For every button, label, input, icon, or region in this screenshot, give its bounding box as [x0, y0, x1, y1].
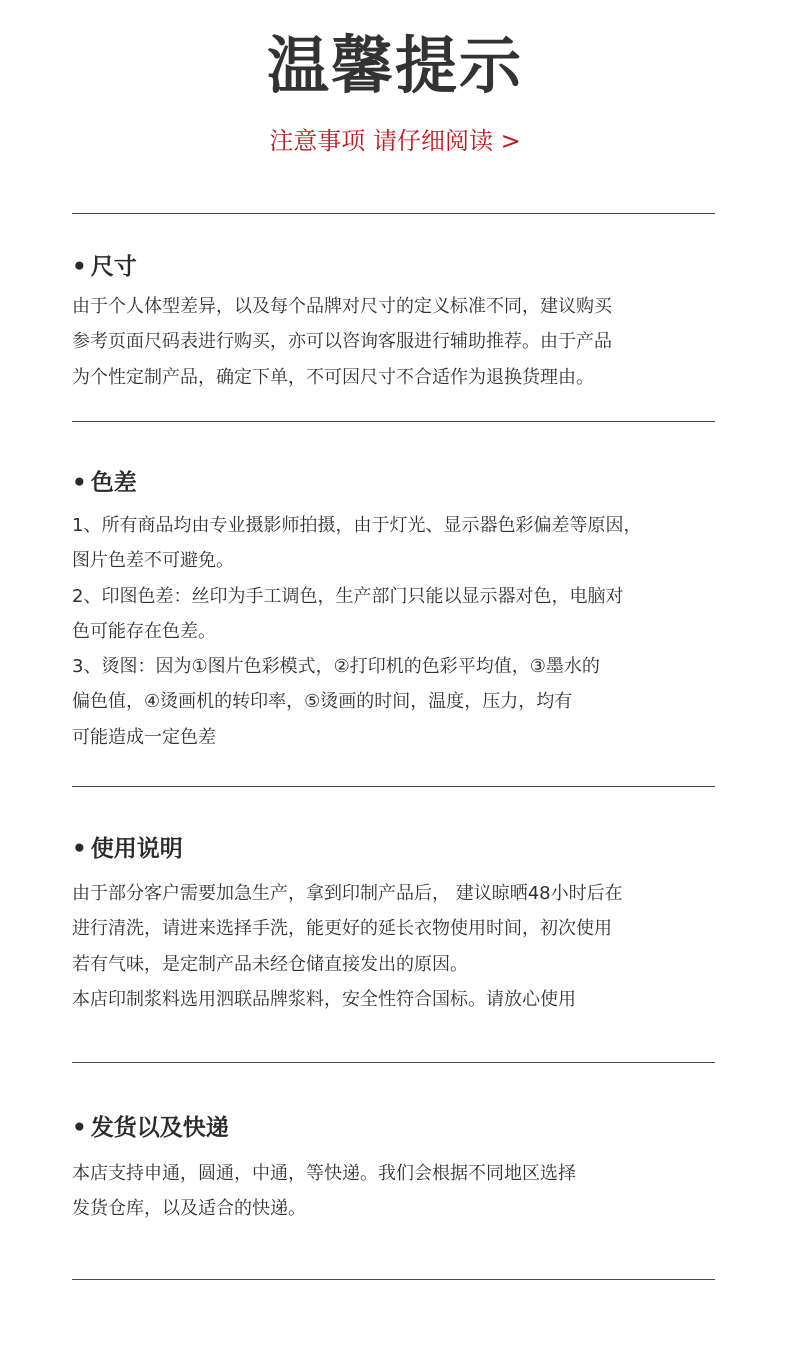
page-title: 温馨提示	[266, 29, 523, 102]
section-body-color-difference	[72, 508, 712, 755]
body-line: 色可能存在色差。	[72, 620, 216, 642]
section-body-usage	[72, 876, 712, 1017]
body-line: 参考页面尺码表进行购买，亦可以咨询客服进行辅助推荐。由于产品	[72, 331, 612, 353]
divider	[72, 1062, 715, 1063]
divider	[72, 213, 715, 214]
section-heading-label: 发货以及快递	[90, 1115, 229, 1141]
notice-subtitle: 注意事项 请仔细阅读 >	[269, 127, 521, 155]
body-line: 偏色值，④烫画机的转印率，⑤烫画的时间，温度，压力，均有	[72, 691, 573, 713]
body-line: 本店支持申通，圆通，中通，等快递。我们会根据不同地区选择	[72, 1163, 576, 1184]
divider	[72, 1279, 715, 1280]
divider	[72, 786, 715, 787]
body-line: 由于个人体型差异，以及每个品牌对尺寸的定义标准不同，建议购买	[72, 296, 612, 317]
section-heading-size	[72, 251, 137, 283]
body-line: 由于部分客户需要加急生产，拿到印制产品后， 建议晾晒48小时后在	[72, 883, 623, 904]
body-line: 发货仓库，以及适合的快递。	[72, 1198, 306, 1220]
divider	[72, 421, 715, 422]
body-line: 图片色差不可避免。	[72, 550, 234, 572]
body-line: 进行清洗，请进来选择手洗，能更好的延长衣物使用时间，初次使用	[72, 918, 612, 940]
bullet-icon: •	[72, 1115, 87, 1141]
body-line: 本店印制浆料选用泗联品牌浆料，安全性符合国标。请放心使用	[72, 988, 576, 1010]
bullet-icon: •	[72, 836, 87, 862]
section-heading-color-difference	[72, 467, 137, 499]
section-body-size	[72, 289, 712, 395]
body-line: 2、印图色差：丝印为手工调色，生产部门只能以显示器对色，电脑对	[72, 585, 624, 607]
body-line: 若有气味，是定制产品未经仓储直接发出的原因。	[72, 953, 468, 975]
section-heading-label: 使用说明	[90, 836, 183, 862]
bullet-icon: •	[72, 254, 87, 280]
section-heading-shipping	[72, 1112, 229, 1144]
section-heading-label: 色差	[90, 470, 137, 496]
section-heading-usage	[72, 833, 183, 865]
body-line: 可能造成一定色差	[72, 726, 216, 748]
body-line: 3、烫图：因为①图片色彩模式，②打印机的色彩平均值，③墨水的	[72, 656, 600, 678]
body-line: 1、所有商品均由专业摄影师拍摄，由于灯光、显示器色彩偏差等原因，	[72, 515, 642, 536]
section-heading-label: 尺寸	[90, 254, 137, 280]
section-body-shipping	[72, 1156, 712, 1227]
body-line: 为个性定制产品，确定下单，不可因尺寸不合适作为退换货理由。	[72, 366, 594, 388]
bullet-icon: •	[72, 470, 87, 496]
